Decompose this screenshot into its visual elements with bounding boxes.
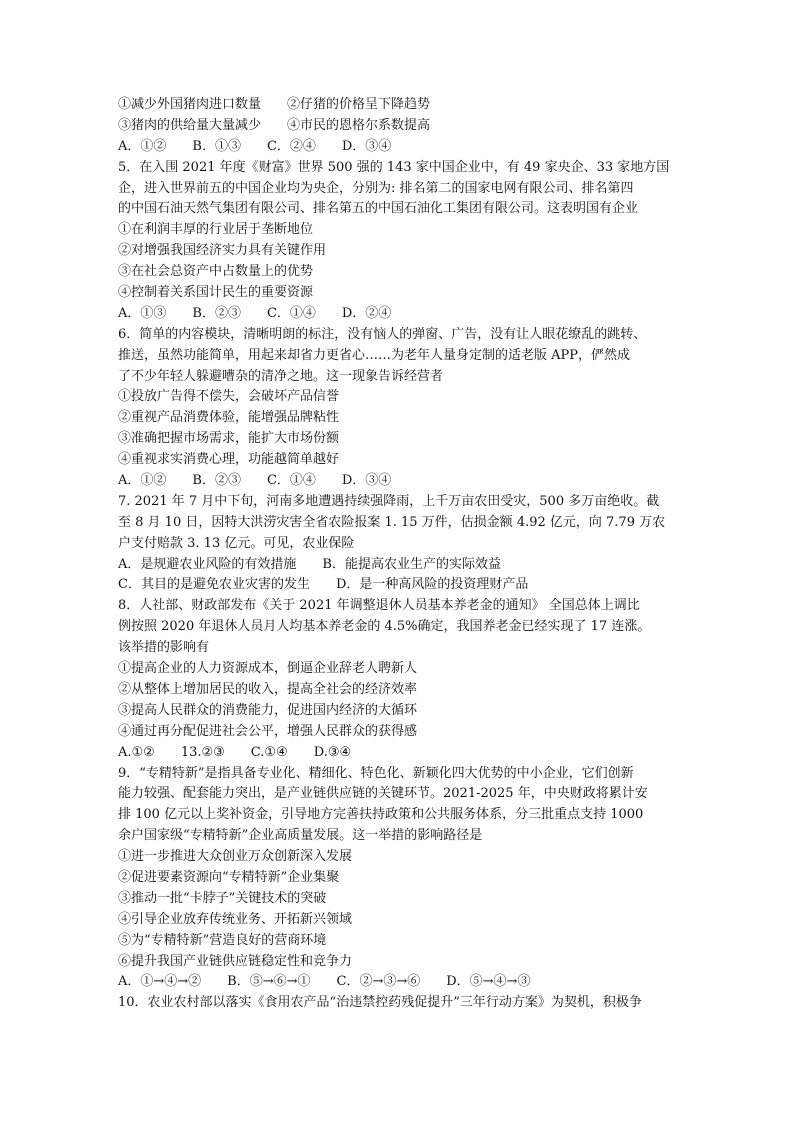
q7-options-a-b: A．是规避农业风险的有效措施 B．能提高农业生产的实际效益: [118, 556, 501, 572]
q8-statement-4: ④通过再分配促进社会公平，增强人民群众的获得感: [118, 723, 418, 739]
q9-stem-line-4: 余户国家级“专精特新”企业高质量发展。这一举措的影响路径是: [118, 828, 483, 844]
q8-stem-line-2: 例按照 2020 年退休人员月人均基本养老金的 4.5%确定，我国养老金已经实现了 17 连涨。: [118, 619, 651, 635]
q9-stem-line-3: 排 100 亿元以上奖补资金，引导地方完善扶持政策和公共服务体系，分三批重点支持 1000: [118, 807, 644, 823]
q6-statement-4: ④重视求实消费心理，功能越简单越好: [118, 452, 340, 468]
q7-stem-line-2: 至 8 月 10 日，因特大洪涝灾害全省农险报案 1. 15 万件，估损金额 4.92 亿元，向 7.79 万农: [118, 514, 666, 530]
q9-options: A．①→④→② B．⑤→⑥→① C．②→③→⑥ D．⑤→④→③: [118, 974, 531, 990]
q10-stem-line-1: 10．农业农村部以落实《食用农产品“治违禁控药残促提升”三年行动方案》为契机，积极争: [118, 995, 642, 1011]
q6-stem-line-3: 了不少年轻人躲避嘈杂的清净之地。这一现象告诉经营者: [118, 368, 444, 384]
q9-statement-5: ⑤为“专精特新”营造良好的营商环境: [118, 932, 327, 948]
q6-options: A．①② B．②③ C．①④ D．③④: [118, 473, 392, 489]
q7-stem-line-3: 户支付赔款 3. 13 亿元。可见，农业保险: [118, 535, 355, 551]
q5-statement-1: ①在利润丰厚的行业居于垄断地位: [118, 222, 314, 238]
q9-statement-2: ②促进要素资源向“专精特新”企业集聚: [118, 869, 340, 885]
q4-statement-1-2: ①减少外国猪肉进口数量 ②仔猪的价格呈下降趋势: [118, 97, 431, 112]
q4-options: A．①② B．①③ C．②④ D．③④: [118, 138, 392, 154]
q5-statement-4: ④控制着关系国计民生的重要资源: [118, 285, 314, 301]
q9-statement-4: ④引导企业放弃传统业务、开拓新兴领域: [118, 911, 353, 927]
q7-stem-line-1: 7. 2021 年 7 月中下旬，河南多地遭遇持续强降雨，上千万亩农田受灾，500 多万亩绝收。截: [118, 493, 660, 509]
q5-options: A．①③ B．②③ C．①④ D．②④: [118, 305, 392, 321]
q5-statement-3: ③在社会总资产中占数量上的优势: [118, 264, 314, 280]
q6-statement-2: ②重视产品消费体验，能增强品牌粘性: [118, 410, 340, 426]
q5-stem-line-2: 企，进入世界前五的中国企业均为央企，分别为: 排名第二的国家电网有限公司、排名第四: [118, 180, 634, 196]
q7-options-c-d: C．其目的是避免农业灾害的发生 D．是一种高风险的投资理财产品: [118, 577, 529, 593]
q6-statement-3: ③准确把握市场需求，能扩大市场份额: [118, 431, 340, 447]
q9-statement-1: ①进一步推进大众创业万众创新深入发展: [118, 849, 353, 865]
q8-options: A.①② 13.②③ C.①④ D.③④: [118, 744, 352, 760]
q9-statement-3: ③推动一批“卡脖子”关键技术的突破: [118, 890, 327, 906]
q8-statement-2: ②从整体上增加居民的收入，提高全社会的经济效率: [118, 681, 418, 697]
q8-stem-line-3: 该举措的影响有: [118, 640, 210, 656]
q5-stem-line-3: 的中国石油天然气集团有限公司、排名第五的中国石油化工集团有限公司。这表明国有企业: [118, 201, 639, 217]
q6-stem-line-1: 6．简单的内容模块，清晰明朗的标注，没有恼人的弹窗、广告，没有让人眼花缭乱的跳转、: [118, 326, 647, 342]
q8-statement-1: ①提高企业的人力资源成本，倒逼企业辞老人聘新人: [118, 661, 418, 677]
q9-statement-6: ⑥提升我国产业链供应链稳定性和竞争力: [118, 953, 353, 969]
q6-stem-line-2: 推送，虽然功能简单，用起来却省力更省心……为老年人量身定制的适老版 APP，俨然成: [118, 347, 631, 363]
q9-stem-line-2: 能力较强、配套能力突出，是产业链供应链的关键环节。2021-2025 年，中央财政将累计安: [118, 786, 648, 802]
q9-stem-line-1: 9．“专精特新”是指具备专业化、精细化、特色化、新颖化四大优势的中小企业，它们创新: [118, 765, 634, 781]
exam-page: [118, 95, 678, 1014]
q6-statement-1: ①投放广告得不偿失，会破坏产品信誉: [118, 389, 340, 405]
q8-stem-line-1: 8．人社部、财政部发布《关于 2021 年调整退休人员基本养老金的通知》 全国总体上调比: [118, 598, 640, 614]
q5-statement-2: ②对增强我国经济实力具有关键作用: [118, 243, 327, 259]
q8-statement-3: ③提高人民群众的消费能力，促进国内经济的大循环: [118, 702, 418, 718]
q5-stem-line-1: 5．在入围 2021 年度《财富》世界 500 强的 143 家中国企业中，有 49 家央企、33 家地方国: [118, 159, 670, 175]
q4-statement-3-4: ③猪肉的供给量大量减少 ④市民的恩格尔系数提高: [118, 117, 431, 133]
